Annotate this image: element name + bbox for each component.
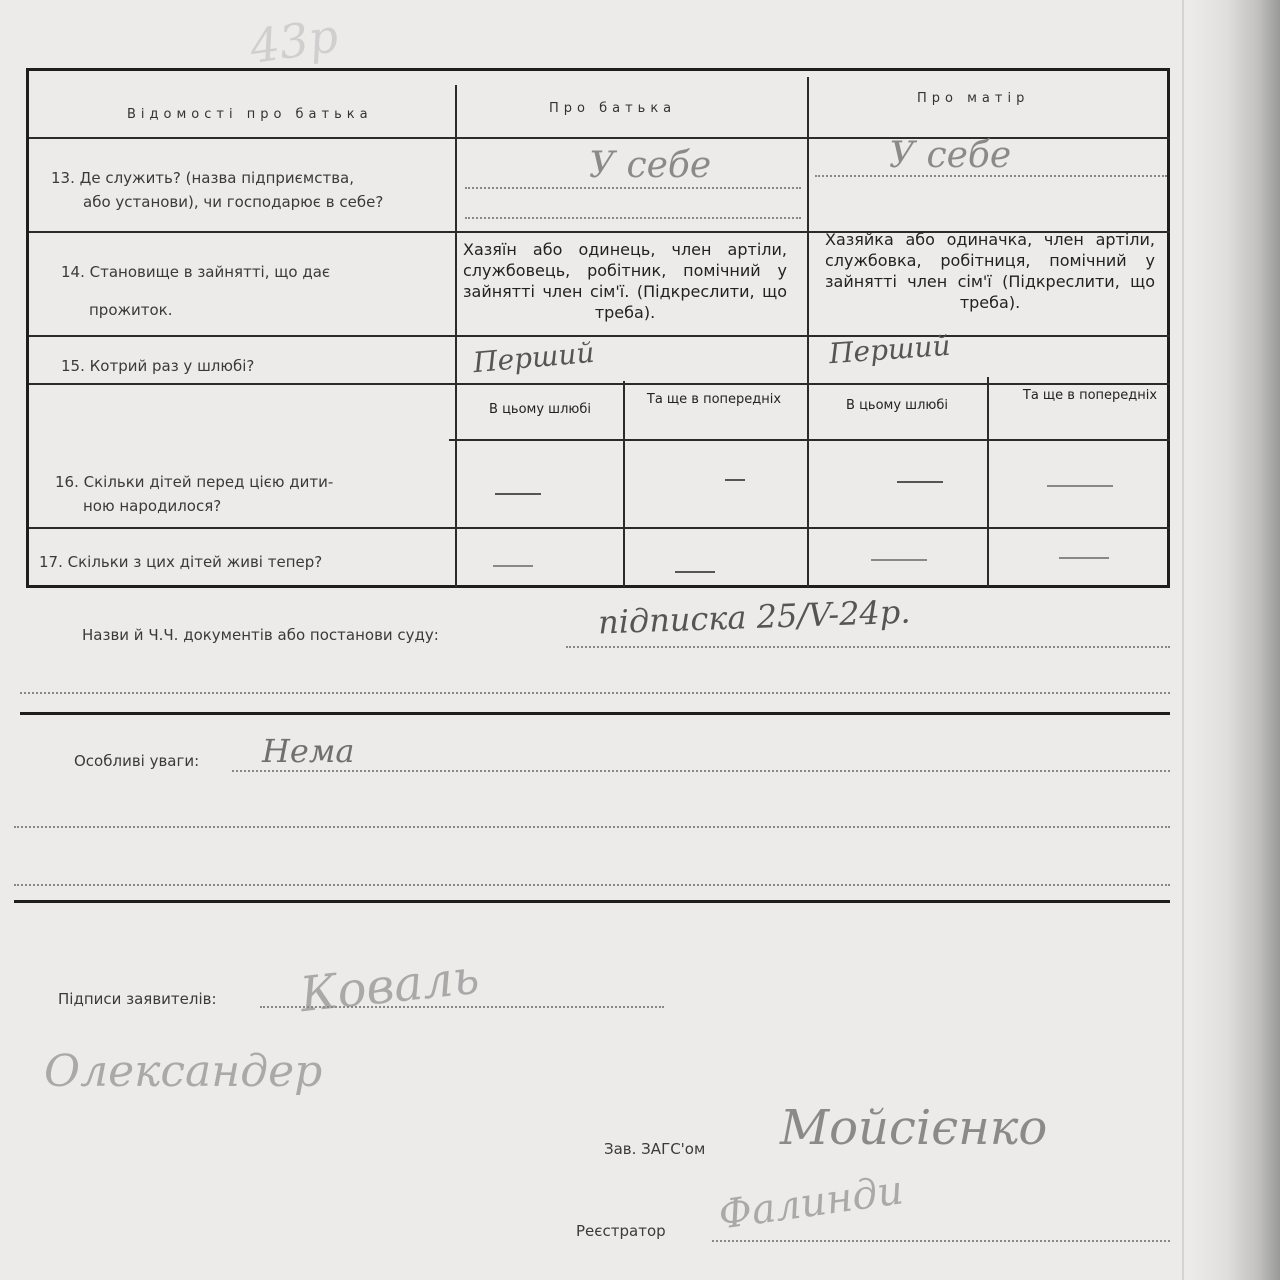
question-16-line2: ною народилося? [83, 497, 222, 515]
registrar-label: Реєстратор [576, 1222, 666, 1240]
mother-workplace-answer: У себе [889, 135, 1012, 176]
documents-dotted-1 [566, 646, 1170, 648]
dash-16-mother-prev [1047, 485, 1113, 487]
header-info: Відомості про батька [127, 107, 373, 122]
question-14-line2: прожиток. [89, 301, 173, 319]
col-divider-2 [807, 77, 809, 587]
registrar-dotted [712, 1240, 1170, 1242]
dash-17-mother-prev [1059, 557, 1109, 559]
form-table [26, 68, 1170, 588]
header-mother: Про матір [917, 91, 1030, 106]
row-line-15 [29, 383, 1170, 385]
remarks-dotted-1 [232, 770, 1170, 772]
father-workplace-answer: У себе [589, 145, 712, 186]
dash-17-father-this [493, 565, 533, 567]
dash-17-mother-this [871, 559, 927, 561]
applicant-signature-1: Коваль [297, 948, 482, 1024]
row-line-16 [29, 527, 1170, 529]
applicants-dotted [260, 1006, 664, 1008]
father-marriage-answer: Перший [471, 335, 596, 380]
question-17: 17. Скільки з цих дітей живі тепер? [39, 553, 323, 571]
question-13-line1: 13. Де служить? (назва підприємства, [51, 169, 355, 187]
documents-label: Назви й Ч.Ч. документів або постанови суду: [82, 626, 439, 644]
dash-16-father-this [495, 493, 541, 495]
dash-17-father-prev [675, 571, 715, 573]
page-edge-shadow [1190, 0, 1280, 1280]
remarks-dotted-2 [14, 826, 1170, 828]
head-registry-signature: Мойсієнко [780, 1100, 1048, 1156]
father-employment-options: Хазяїн або одинець, член артіли, службовець, робітник, помічний у зайнятті член сім'ї. (Підкреслити, що треба). [463, 240, 787, 322]
header-father: Про батька [549, 101, 677, 116]
dash-16-father-prev [725, 479, 745, 481]
dotted-father-13b [465, 217, 801, 219]
registrar-signature: Фалинди [715, 1167, 907, 1239]
row-line-sub [449, 439, 1170, 441]
subheader-father-this: В цьому шлюбі [489, 402, 591, 417]
dash-16-mother-this [897, 481, 943, 483]
question-15: 15. Котрий раз у шлюбі? [61, 357, 255, 375]
section-rule-2 [14, 900, 1170, 903]
question-16-line1: 16. Скільки дітей перед цією дити- [55, 473, 334, 491]
applicants-signatures-label: Підписи заявителів: [58, 990, 217, 1008]
documents-value: підписка 25/V-24р. [597, 592, 912, 642]
applicant-signature-2: Олександер [44, 1046, 323, 1097]
subheader-mother-prev: Та ще в попередніх [1022, 388, 1158, 403]
col-divider-mother-sub [987, 377, 989, 587]
subheader-mother-this: В цьому шлюбі [846, 398, 948, 413]
dotted-father-13a [465, 187, 801, 189]
col-divider-father-sub [623, 381, 625, 587]
subheader-father-prev: Та ще в попередніх [646, 392, 782, 407]
archive-number: 43р [246, 8, 342, 74]
mother-employment-options: Хазяйка або одиначка, член артіли, службовка, робітниця, помічний у зайнятті член сім'ї (Підкреслити, що треба). [825, 230, 1155, 312]
documents-dotted-2 [20, 692, 1170, 694]
page-crease [1182, 0, 1184, 1280]
head-registry-label: Зав. ЗАГС'ом [604, 1140, 706, 1158]
remarks-label: Особливі уваги: [74, 752, 200, 770]
remarks-dotted-3 [14, 884, 1170, 886]
remarks-value: Нема [262, 732, 355, 770]
row-line-14 [29, 335, 1170, 337]
question-14-line1: 14. Становище в зайнятті, що дає [61, 263, 331, 281]
mother-marriage-answer: Перший [827, 328, 952, 371]
section-rule-1 [20, 712, 1170, 715]
question-13-line2: або установи), чи господарює в себе? [83, 193, 384, 211]
